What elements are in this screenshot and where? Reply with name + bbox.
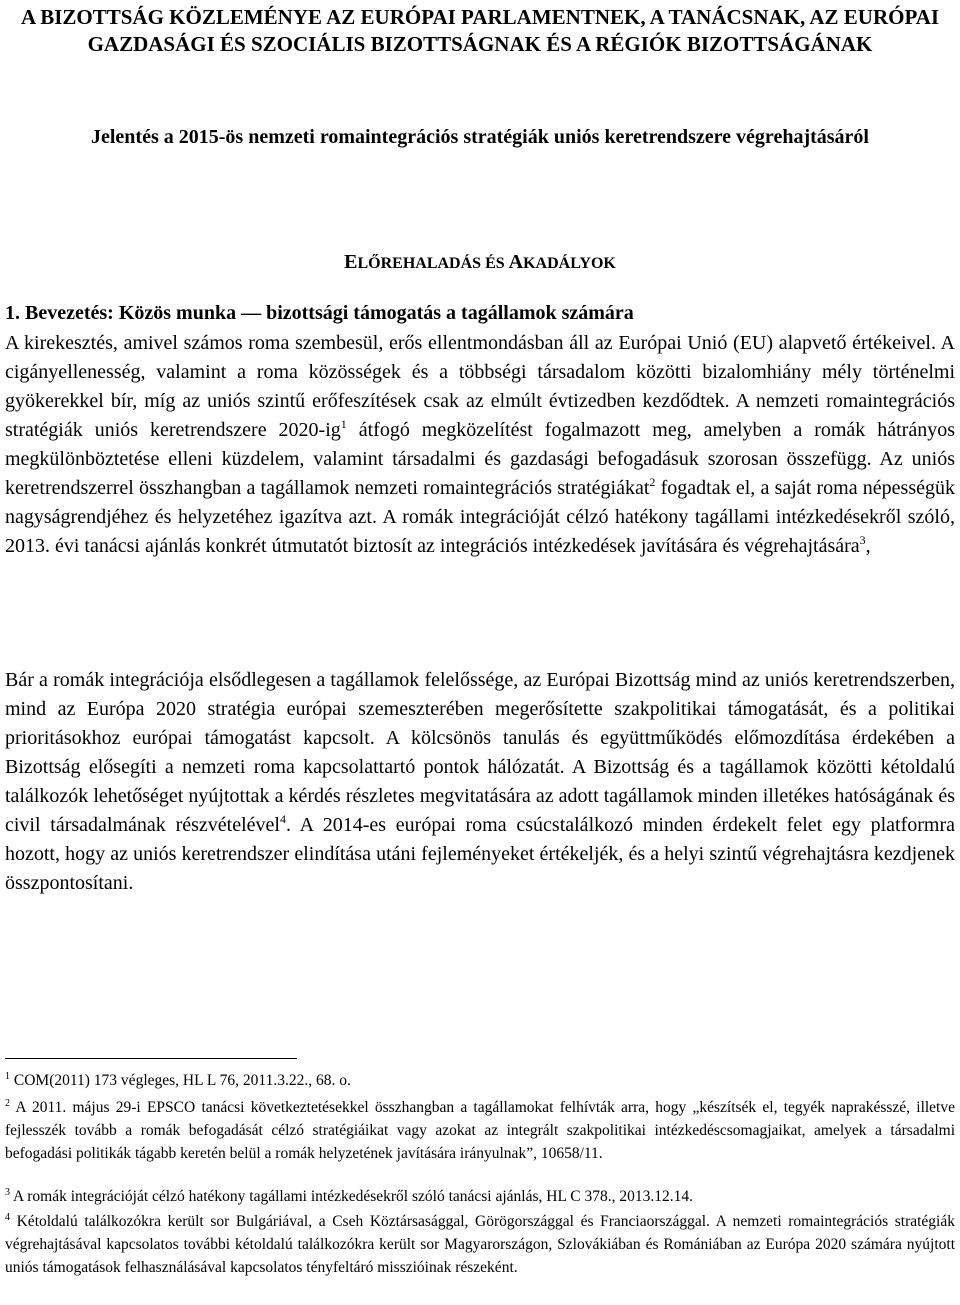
section-heading bbox=[0, 249, 960, 277]
paragraph-1-text-c: fogadtak el, a saját roma népességük nagyságrendjéhez és helyzetéhez igazítva azt. A romák integrációját célzó hatékony tagállami intézkedésekről szóló, 2013. évi tanácsi ajánlás konkrét útmutatót biztosít az integrációs intézkedések javítására és végrehajtására bbox=[5, 477, 955, 557]
paragraph-1 bbox=[5, 329, 955, 561]
footnote-ref-1[interactable]: 1 bbox=[340, 417, 347, 431]
paragraph-2-text-a: Bár a romák integrációja elsődlegesen a tagállamok felelőssége, az Európai Bizottság mind az uniós keretrendszerben, mind az Európa 2020 stratégia európai szemeszterében megerősítette szakpolitikai támogatását, és a politikai prioritásokhoz európai támogatást kapcsolt. A kölcsönös tanulás és együttműködés előmozdítása érdekében a Bizottság elősegíti a nemzeti roma kapcsolattartó pontok hálózatát. A Bizottság és a tagállamok közötti kétoldalú találkozók lehetőséget nyújtottak a kérdés részletes megvitatására az adott tagállamok minden illetékes hatóságának és civil társadalmának részvételével bbox=[5, 669, 955, 836]
report-subtitle: Jelentés a 2015-ös nemzeti romaintegrációs stratégiák uniós keretrendszere végrehajtásáról bbox=[91, 126, 869, 148]
footnote-separator bbox=[5, 1058, 297, 1059]
section-heading-cap-1: E bbox=[344, 251, 358, 273]
footnote-ref-4[interactable]: 4 bbox=[279, 812, 286, 826]
footnote-3-number: 3 bbox=[5, 1187, 10, 1198]
paragraph-2-text-b: . A 2014-es európai roma csúcstalálkozó minden érdekelt felet egy platformra hozott, hogy az uniós keretrendszer elindítása utáni fejleményeket értékeljék, és a helyi szintű végrehajtásra kezdjenek összpontosítani. bbox=[5, 814, 956, 894]
section-heading-cap-2: A bbox=[508, 251, 524, 273]
footnote-3-text: A romák integrációját célzó hatékony tagállami intézkedésekről szóló tanácsi ajánlás, HL C 378., 2013.12.14. bbox=[10, 1188, 693, 1205]
footnote-1-text: COM(2011) 173 végleges, HL L 76, 2011.3.22., 68. o. bbox=[10, 1072, 351, 1089]
footnote-3 bbox=[5, 1185, 955, 1208]
paragraph-1-text-b: átfogó megközelítést fogalmazott meg, amelyben a romák hátrányos megkülönböztetése elleni küzdelem, valamint társadalmi és gazdasági befogadásuk szorosan összefügg. Az uniós keretrendszerrel összhangban a tagállamok nemzeti romaintegrációs stratégiákat bbox=[5, 419, 956, 499]
section-heading-rest-2: KADÁLYOK bbox=[523, 255, 616, 272]
footnote-4-text: Kétoldalú találkozókra került sor Bulgáriával, a Cseh Köztársasággal, Görögországgal és Franciaországgal. A nemzeti romaintegrációs stratégiák végrehajtásával kapcsolatos további kétoldalú találkozókra került sor Magyarországon, Szlovákiában és Romániában az Európa 2020 számára nyújtott uniós támogatások felhasználásával kapcsolatos tényfeltáró misszióinak részeként. bbox=[5, 1213, 955, 1276]
footnote-4-number: 4 bbox=[5, 1212, 10, 1223]
footnote-4 bbox=[5, 1210, 955, 1279]
footnote-1 bbox=[5, 1069, 955, 1092]
paragraph-1-text-d: , bbox=[865, 535, 871, 557]
footnote-2-text: A 2011. május 29-i EPSCO tanácsi következtetésekkel összhangban a tagállamokat felhívták arra, hogy „készítsék el, tegyék naprakésszé, illetve fejlesszék tovább a romák befogadását célzó stratégiáikat vagy azokat az integrált szakpolitikai intézkedéscsomagjaikat, amelyek a társadalmi befogadási politikák tágabb keretén belül a romák helyzetének javítására irányulnak”, 10658/11. bbox=[5, 1099, 955, 1162]
footnote-1-number: 1 bbox=[5, 1071, 10, 1082]
document-title: A BIZOTTSÁG KÖZLEMÉNYE AZ EURÓPAI PARLAMENTNEK, A TANÁCSNAK, AZ EURÓPAI GAZDASÁGI ÉS SZOCIÁLIS BIZOTTSÁGNAK ÉS A RÉGIÓK BIZOTTSÁGÁNAK bbox=[20, 5, 940, 56]
footnote-2-number: 2 bbox=[5, 1098, 10, 1109]
footnote-ref-2[interactable]: 2 bbox=[649, 475, 656, 489]
footnote-2 bbox=[5, 1096, 955, 1165]
paragraph-2 bbox=[5, 666, 955, 898]
footnote-ref-3[interactable]: 3 bbox=[859, 533, 866, 547]
paragraph-1-text-a: A kirekesztés, amivel számos roma szembesül, erős ellentmondásban áll az Európai Unió (EU) alapvető értékeivel. A cigányellenesség, valamint a roma közösségek és a többségi társadalom közötti bizalomhiány mély történelmi gyökerekkel bír, míg az uniós szintű erőfeszítések csak az elmúlt évtizedben kezdődtek. A nemzeti romaintegrációs stratégiák uniós keretrendszere 2020-ig bbox=[5, 332, 955, 441]
intro-heading: 1. Bevezetés: Közös munka — bizottsági támogatás a tagállamok számára bbox=[5, 302, 634, 324]
section-heading-rest-1: LŐREHALADÁS ÉS bbox=[357, 255, 509, 272]
